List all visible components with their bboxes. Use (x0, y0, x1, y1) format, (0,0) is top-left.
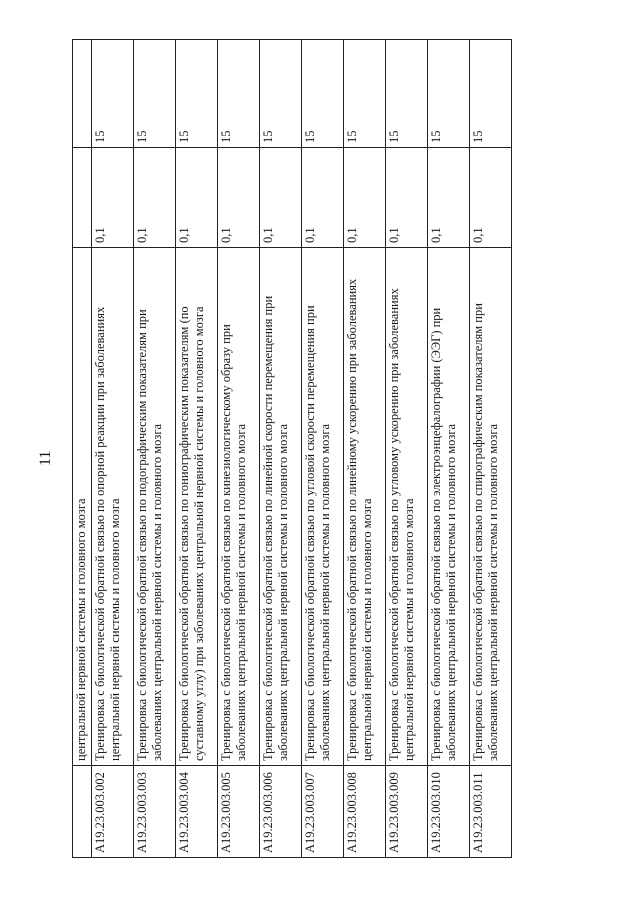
name-cell: Тренировка с биологической обратной связью по угловой скорости перемещения при заболеваниях центральной нервной системы и головного мозга (302, 248, 344, 766)
table-row (428, 40, 470, 858)
frequency-cell: 0,1 (176, 148, 218, 248)
table-body (73, 40, 512, 858)
code-cell: A19.23.003.009 (386, 766, 428, 858)
code-cell: A19.23.003.003 (134, 766, 176, 858)
name-cell: Тренировка с биологической обратной связью по линейной скорости перемещения при заболеваниях центральной нервной системы и головного мозга (260, 248, 302, 766)
table-wrapper (72, 40, 612, 858)
multiplicity-cell: 15 (302, 40, 344, 148)
code-cell: A19.23.003.011 (470, 766, 512, 858)
multiplicity-cell: 15 (134, 40, 176, 148)
code-cell: A19.23.003.008 (344, 766, 386, 858)
frequency-cell: 0,1 (470, 148, 512, 248)
multiplicity-cell: 15 (470, 40, 512, 148)
name-cell: Тренировка с биологической обратной связью по подографическим показателям при заболеваниях центральной нервной системы и головного мозга (134, 248, 176, 766)
name-cell: Тренировка с биологической обратной связью по электроэнцефалографии (ЭЭГ) при заболеваниях центральной нервной системы и головного мозга (428, 248, 470, 766)
code-cell: A19.23.003.007 (302, 766, 344, 858)
multiplicity-cell: 15 (218, 40, 260, 148)
multiplicity-cell (73, 40, 92, 148)
table-row (92, 40, 134, 858)
frequency-cell (73, 148, 92, 248)
code-cell: A19.23.003.002 (92, 766, 134, 858)
frequency-cell: 0,1 (134, 148, 176, 248)
table-row (344, 40, 386, 858)
name-cell: Тренировка с биологической обратной связью по гониографическим показателям (по суставному углу) при заболеваниях центральной нервной системы и головного мозга (176, 248, 218, 766)
name-cell: Тренировка с биологической обратной связью по спирографическим показателям при заболеваниях центральной нервной системы и головного мозга (470, 248, 512, 766)
code-cell: A19.23.003.010 (428, 766, 470, 858)
table-row (176, 40, 218, 858)
code-cell: A19.23.003.005 (218, 766, 260, 858)
frequency-cell: 0,1 (218, 148, 260, 248)
multiplicity-cell: 15 (92, 40, 134, 148)
multiplicity-cell: 15 (344, 40, 386, 148)
table-row (470, 40, 512, 858)
multiplicity-cell: 15 (428, 40, 470, 148)
page-number: 11 (37, 450, 54, 466)
name-cell: Тренировка с биологической обратной связью по кинезиологическому образу при заболеваниях центральной нервной системы и головного мозга (218, 248, 260, 766)
table-row-continued (73, 40, 92, 858)
frequency-cell: 0,1 (302, 148, 344, 248)
code-cell: A19.23.003.006 (260, 766, 302, 858)
name-cell: Тренировка с биологической обратной связью по угловому ускорению при заболеваниях центральной нервной системы и головного мозга (386, 248, 428, 766)
name-cell: Тренировка с биологической обратной связью по линейному ускорению при заболеваниях центральной нервной системы и головного мозга (344, 248, 386, 766)
name-cell: центральной нервной системы и головного мозга (73, 248, 92, 766)
frequency-cell: 0,1 (386, 148, 428, 248)
services-table (72, 39, 512, 858)
code-cell (73, 766, 92, 858)
frequency-cell: 0,1 (92, 148, 134, 248)
multiplicity-cell: 15 (386, 40, 428, 148)
name-cell: Тренировка с биологической обратной связью по опорной реакции при заболеваниях центральной нервной системы и головного мозга (92, 248, 134, 766)
table-row (218, 40, 260, 858)
frequency-cell: 0,1 (344, 148, 386, 248)
table-row (260, 40, 302, 858)
table-row (302, 40, 344, 858)
multiplicity-cell: 15 (176, 40, 218, 148)
table-row (386, 40, 428, 858)
table-row (134, 40, 176, 858)
frequency-cell: 0,1 (428, 148, 470, 248)
frequency-cell: 0,1 (260, 148, 302, 248)
code-cell: A19.23.003.004 (176, 766, 218, 858)
multiplicity-cell: 15 (260, 40, 302, 148)
